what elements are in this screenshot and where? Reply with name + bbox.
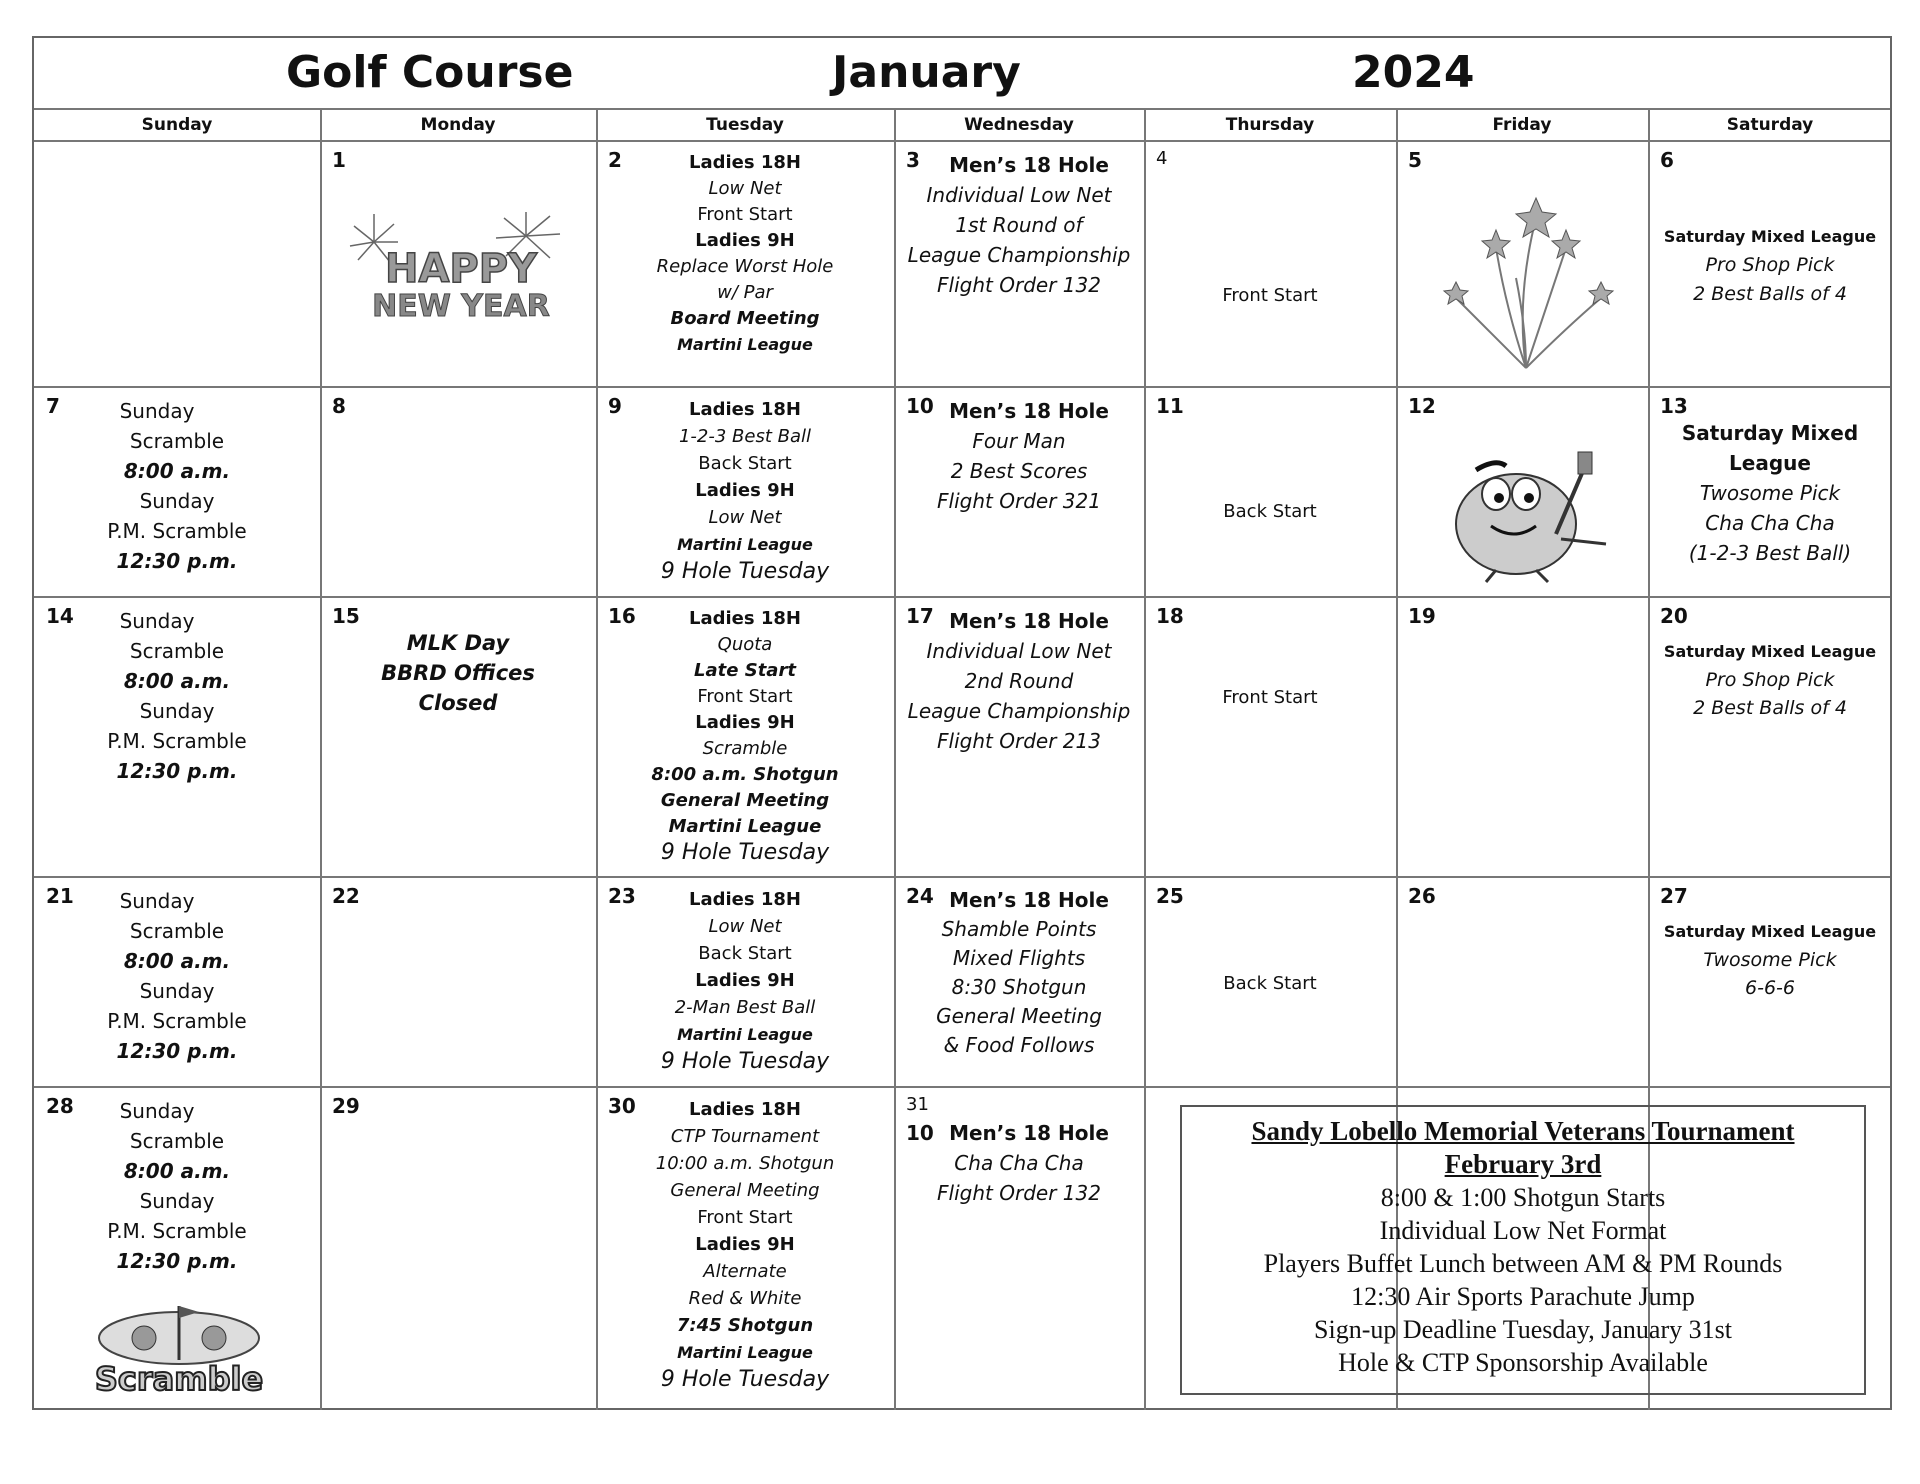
day-number: 3 <box>906 148 920 172</box>
event-line: 8:00 a.m. Shotgun <box>651 764 839 785</box>
day-number: 18 <box>1156 604 1184 628</box>
event-line: Ladies 9H <box>695 712 795 733</box>
day-number: 30 <box>608 1094 636 1118</box>
event-line: Back Start <box>1223 501 1317 522</box>
tournament-line: 8:00 & 1:00 Shotgun Starts <box>1380 1183 1666 1212</box>
event-line: Late Start <box>694 660 796 681</box>
dow-monday: Monday <box>420 115 496 135</box>
event-line: Flight Order 321 <box>937 489 1101 513</box>
event-line: 12:30 p.m. <box>116 1039 238 1063</box>
happy-new-year-icon <box>346 212 576 332</box>
dow-tuesday: Tuesday <box>706 115 784 135</box>
event-title: Men’s 18 Hole <box>949 1121 1109 1145</box>
event-line: Front Start <box>697 686 793 707</box>
day-cell-25 <box>1144 878 1396 1086</box>
day-cell-22 <box>320 878 596 1086</box>
day-cell-16 <box>596 598 894 876</box>
tournament-line: Sign-up Deadline Tuesday, January 31st <box>1314 1315 1732 1344</box>
event-line: Cha Cha Cha <box>1705 511 1835 535</box>
event-title: Men’s 18 Hole <box>949 888 1109 912</box>
event-line: Cha Cha Cha <box>954 1151 1084 1175</box>
event-line: P.M. Scramble <box>107 1009 247 1033</box>
event-line: w/ Par <box>717 282 773 303</box>
tournament-announcement <box>1180 1105 1866 1395</box>
dow-saturday: Saturday <box>1726 115 1814 135</box>
event-line: MLK Day <box>406 631 510 655</box>
event-line: Front Start <box>1222 687 1318 708</box>
day-cell-20 <box>1648 598 1892 876</box>
event-line: General Meeting <box>660 790 830 811</box>
event-line: Individual Low Net <box>926 183 1112 207</box>
event-line: Ladies 9H <box>695 480 795 501</box>
event-line: BBRD Offices <box>381 661 535 685</box>
event-line: Scramble <box>129 1129 225 1153</box>
event-line: 10:00 a.m. Shotgun <box>655 1153 835 1174</box>
event-line: P.M. Scramble <box>107 1219 247 1243</box>
calendar-title: Golf Course <box>286 47 574 98</box>
event-line: Ladies 18H <box>689 608 801 629</box>
day-cell-3 <box>894 142 1144 386</box>
day-cell-8 <box>320 388 596 596</box>
event-line: 12:30 p.m. <box>116 549 238 573</box>
event-line: Front Start <box>697 1207 793 1228</box>
calendar-month: January <box>832 47 1021 98</box>
event-line: Sunday <box>139 699 215 723</box>
event-line: P.M. Scramble <box>107 519 247 543</box>
event-line: 2 Best Balls of 4 <box>1693 697 1847 719</box>
day-cell-30 <box>596 1088 894 1410</box>
day-cell-31 <box>894 1088 1144 1410</box>
event-line: 12:30 p.m. <box>116 759 238 783</box>
day-number: 28 <box>46 1094 74 1118</box>
day-number: 13 <box>1660 394 1688 418</box>
dow-friday: Friday <box>1492 115 1552 135</box>
event-line: League Championship <box>907 699 1131 723</box>
event-line: 8:00 a.m. <box>123 669 231 693</box>
event-line: Back Start <box>698 453 792 474</box>
event-line: Saturday Mixed League <box>1663 642 1877 661</box>
tournament-line: Individual Low Net Format <box>1379 1216 1667 1245</box>
day-cell-21 <box>34 878 320 1086</box>
day-number: 23 <box>608 884 636 908</box>
event-line: Martini League <box>668 816 822 837</box>
day-cell-23 <box>596 878 894 1086</box>
event-line: CTP Tournament <box>670 1126 820 1147</box>
event-line: 2 Best Balls of 4 <box>1693 283 1847 305</box>
event-line: Alternate <box>703 1261 787 1282</box>
day-number: 15 <box>332 604 360 628</box>
day-number: 26 <box>1408 884 1436 908</box>
event-line: League Championship <box>907 243 1131 267</box>
event-title: Men’s 18 Hole <box>949 399 1109 423</box>
day-cell-7 <box>34 388 320 596</box>
day-number: 22 <box>332 884 360 908</box>
day-cell-28 <box>34 1088 320 1410</box>
event-line: 9 Hole Tuesday <box>660 1049 830 1074</box>
event-line: Scramble <box>702 738 788 759</box>
day-cell-5 <box>1396 142 1648 386</box>
day-number: 2 <box>608 148 622 172</box>
event-line: Sunday <box>119 889 195 913</box>
event-line: Saturday Mixed League <box>1663 922 1877 941</box>
event-line: Sunday <box>119 1099 195 1123</box>
day-number: 17 <box>906 604 934 628</box>
event-line: 1st Round of <box>955 213 1083 237</box>
event-line: 8:00 a.m. <box>123 1159 231 1183</box>
day-cell-4 <box>1144 142 1396 386</box>
event-line: Saturday Mixed <box>1681 421 1859 445</box>
event-line: Martini League <box>677 535 813 554</box>
event-line: Ladies 18H <box>689 152 801 173</box>
day-number: 7 <box>46 394 60 418</box>
event-line: 6-6-6 <box>1745 977 1795 999</box>
day-number: 8 <box>332 394 346 418</box>
event-line: Front Start <box>1222 285 1318 306</box>
event-line: & Food Follows <box>943 1033 1095 1057</box>
day-cell-15 <box>320 598 596 876</box>
event-line: 9 Hole Tuesday <box>660 559 830 584</box>
tournament-line: Players Buffet Lunch between AM & PM Rounds <box>1263 1249 1783 1278</box>
event-line: 1-2-3 Best Ball <box>678 426 812 447</box>
day-number: 5 <box>1408 148 1422 172</box>
day-number: 11 <box>1156 394 1184 418</box>
day-number: 14 <box>46 604 74 628</box>
event-line: Twosome Pick <box>1703 949 1837 971</box>
event-line: Pro Shop Pick <box>1705 254 1835 276</box>
event-line: Martini League <box>677 335 813 354</box>
day-cell-6 <box>1648 142 1892 386</box>
event-line: Flight Order 213 <box>937 729 1101 753</box>
event-line: 9 Hole Tuesday <box>660 1367 830 1392</box>
event-line: Closed <box>418 691 498 715</box>
fireworks-icon <box>1416 178 1636 378</box>
event-line: Flight Order 132 <box>937 1181 1101 1205</box>
day-cell-17 <box>894 598 1144 876</box>
event-line: Low Net <box>708 916 782 937</box>
calendar-year: 2024 <box>1352 47 1475 98</box>
event-number: 10 <box>906 1121 934 1145</box>
event-line: Ladies 18H <box>689 399 801 420</box>
event-line: Mixed Flights <box>952 946 1086 970</box>
event-line: Scramble <box>129 919 225 943</box>
event-line: General Meeting <box>936 1004 1102 1028</box>
tournament-title: Sandy Lobello Memorial Veterans Tournament <box>1251 1116 1795 1146</box>
day-cell-1 <box>320 142 596 386</box>
event-line: Four Man <box>972 429 1066 453</box>
happy-text: HAPPY <box>384 246 538 292</box>
event-line: Scramble <box>129 639 225 663</box>
event-line: Back Start <box>698 943 792 964</box>
event-line: (1-2-3 Best Ball) <box>1688 541 1852 565</box>
event-line: Back Start <box>1223 973 1317 994</box>
tournament-date: February 3rd <box>1444 1149 1602 1179</box>
day-cell-2 <box>596 142 894 386</box>
event-line: 2 Best Scores <box>950 459 1088 483</box>
day-cell-24 <box>894 878 1144 1086</box>
event-line: Ladies 18H <box>689 1099 801 1120</box>
event-line: 8:30 Shotgun <box>951 975 1087 999</box>
day-number: 10 <box>906 394 934 418</box>
new-year-text: NEW YEAR <box>372 289 550 324</box>
event-line: Sunday <box>119 609 195 633</box>
event-line: Scramble <box>129 429 225 453</box>
event-line: Individual Low Net <box>926 639 1112 663</box>
event-line: 7:45 Shotgun <box>676 1315 814 1336</box>
event-line: Sunday <box>139 1189 215 1213</box>
event-line: Board Meeting <box>670 308 820 329</box>
event-line: Pro Shop Pick <box>1705 669 1835 691</box>
event-line: Low Net <box>708 178 782 199</box>
day-cell-26 <box>1396 878 1648 1086</box>
event-line: Martini League <box>677 1343 813 1362</box>
day-number: 27 <box>1660 884 1688 908</box>
event-line: 8:00 a.m. <box>123 949 231 973</box>
dow-thursday: Thursday <box>1225 115 1315 135</box>
day-number: 12 <box>1408 394 1436 418</box>
day-number: 29 <box>332 1094 360 1118</box>
day-cell-11 <box>1144 388 1396 596</box>
tournament-line: Hole & CTP Sponsorship Available <box>1338 1348 1708 1377</box>
event-title: Men’s 18 Hole <box>949 153 1109 177</box>
event-line: Saturday Mixed League <box>1663 227 1877 246</box>
day-number: 1 <box>332 148 346 172</box>
event-line: Ladies 9H <box>695 230 795 251</box>
day-cell-18 <box>1144 598 1396 876</box>
day-number: 21 <box>46 884 74 908</box>
scramble-logo-text: Scramble <box>94 1360 264 1398</box>
event-line: 9 Hole Tuesday <box>660 840 830 865</box>
event-line: Sunday <box>139 979 215 1003</box>
event-line: Quota <box>717 634 773 655</box>
day-number: 9 <box>608 394 622 418</box>
day-number: 31 <box>906 1094 929 1115</box>
event-line: Replace Worst Hole <box>656 256 834 277</box>
day-number: 6 <box>1660 148 1674 172</box>
event-line: Sunday <box>119 399 195 423</box>
event-title-row <box>904 1118 1134 1148</box>
event-line: 2-Man Best Ball <box>674 997 816 1018</box>
day-cell-27 <box>1648 878 1892 1086</box>
day-number: 25 <box>1156 884 1184 908</box>
scramble-logo-icon <box>74 1302 284 1402</box>
event-line: Flight Order 132 <box>937 273 1101 297</box>
day-cell-19 <box>1396 598 1648 876</box>
event-line: Martini League <box>677 1025 813 1044</box>
day-number: 19 <box>1408 604 1436 628</box>
event-line: Red & White <box>688 1288 802 1309</box>
golf-ball-mascot-icon <box>1436 444 1626 584</box>
dow-sunday: Sunday <box>141 115 213 135</box>
event-line: P.M. Scramble <box>107 729 247 753</box>
dow-wednesday: Wednesday <box>964 115 1074 135</box>
event-line: Twosome Pick <box>1699 481 1841 505</box>
day-number: 16 <box>608 604 636 628</box>
tournament-line: 12:30 Air Sports Parachute Jump <box>1351 1282 1695 1311</box>
event-line: Ladies 18H <box>689 889 801 910</box>
event-line: Sunday <box>139 489 215 513</box>
event-line: Low Net <box>708 507 782 528</box>
day-number: 20 <box>1660 604 1688 628</box>
day-cell-29 <box>320 1088 596 1410</box>
event-line: Front Start <box>697 204 793 225</box>
event-line: Ladies 9H <box>695 1234 795 1255</box>
event-line: 8:00 a.m. <box>123 459 231 483</box>
day-cell-12 <box>1396 388 1648 596</box>
day-cell-13 <box>1648 388 1892 596</box>
day-number: 24 <box>906 884 934 908</box>
event-line: General Meeting <box>670 1180 820 1201</box>
event-line: 2nd Round <box>964 669 1074 693</box>
day-cell-10 <box>894 388 1144 596</box>
event-line: 12:30 p.m. <box>116 1249 238 1273</box>
event-line: League <box>1729 451 1811 475</box>
event-line: Shamble Points <box>941 917 1097 941</box>
day-number: 4 <box>1156 148 1168 169</box>
event-title: Men’s 18 Hole <box>949 609 1109 633</box>
event-line: Ladies 9H <box>695 970 795 991</box>
day-cell-14 <box>34 598 320 876</box>
day-cell-9 <box>596 388 894 596</box>
